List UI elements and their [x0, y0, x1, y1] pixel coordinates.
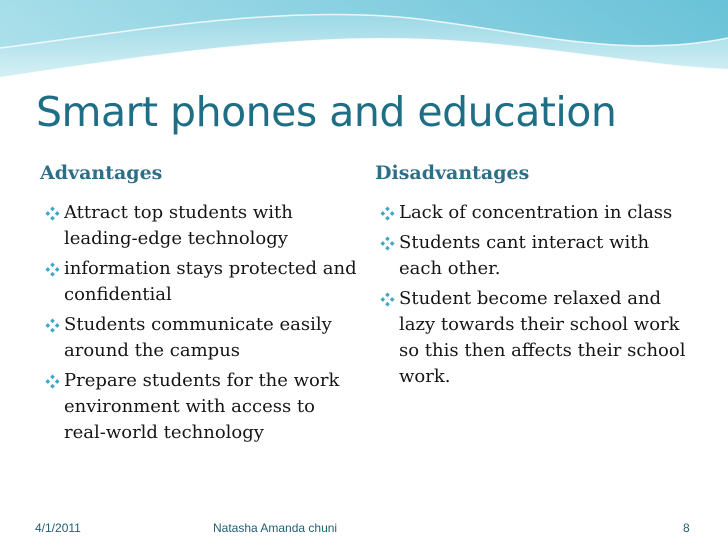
four-diamond-bullet-icon	[42, 368, 62, 394]
advantage-item	[40, 256, 360, 308]
four-diamond-bullet-icon	[377, 230, 397, 256]
disadvantage-item-text: Students cant interact with each other.	[399, 232, 650, 279]
disadvantages-heading: Disadvantages	[375, 162, 530, 184]
disadvantage-item	[375, 230, 695, 282]
advantages-list	[40, 200, 360, 450]
four-diamond-bullet-icon	[42, 312, 62, 338]
four-diamond-bullet-icon	[42, 200, 62, 226]
disadvantages-list	[375, 200, 695, 394]
advantage-item	[40, 200, 360, 252]
advantage-item-text: information stays protected and confidential	[64, 258, 357, 305]
four-diamond-bullet-icon	[377, 286, 397, 312]
disadvantage-item-text: Student become relaxed and lazy towards their school work so this then affects their school work.	[399, 288, 686, 387]
disadvantage-item	[375, 286, 695, 390]
advantage-item	[40, 368, 360, 446]
four-diamond-bullet-icon	[377, 200, 397, 226]
advantage-item-text: Prepare students for the work environment with access to real-world technology	[64, 370, 340, 443]
four-diamond-bullet-icon	[42, 256, 62, 282]
footer-author: Natasha Amanda chuni	[213, 521, 338, 535]
disadvantage-item	[375, 200, 695, 226]
header-wave-decoration	[0, 0, 728, 90]
advantage-item-text: Students communicate easily around the campus	[64, 314, 332, 361]
footer-date: 4/1/2011	[35, 521, 81, 535]
advantages-heading: Advantages	[40, 162, 163, 184]
footer-page-number: 8	[683, 521, 690, 535]
disadvantage-item-text: Lack of concentration in class	[399, 202, 673, 223]
advantage-item	[40, 312, 360, 364]
advantage-item-text: Attract top students with leading-edge technology	[64, 202, 293, 249]
slide-title: Smart phones and education	[36, 88, 617, 136]
